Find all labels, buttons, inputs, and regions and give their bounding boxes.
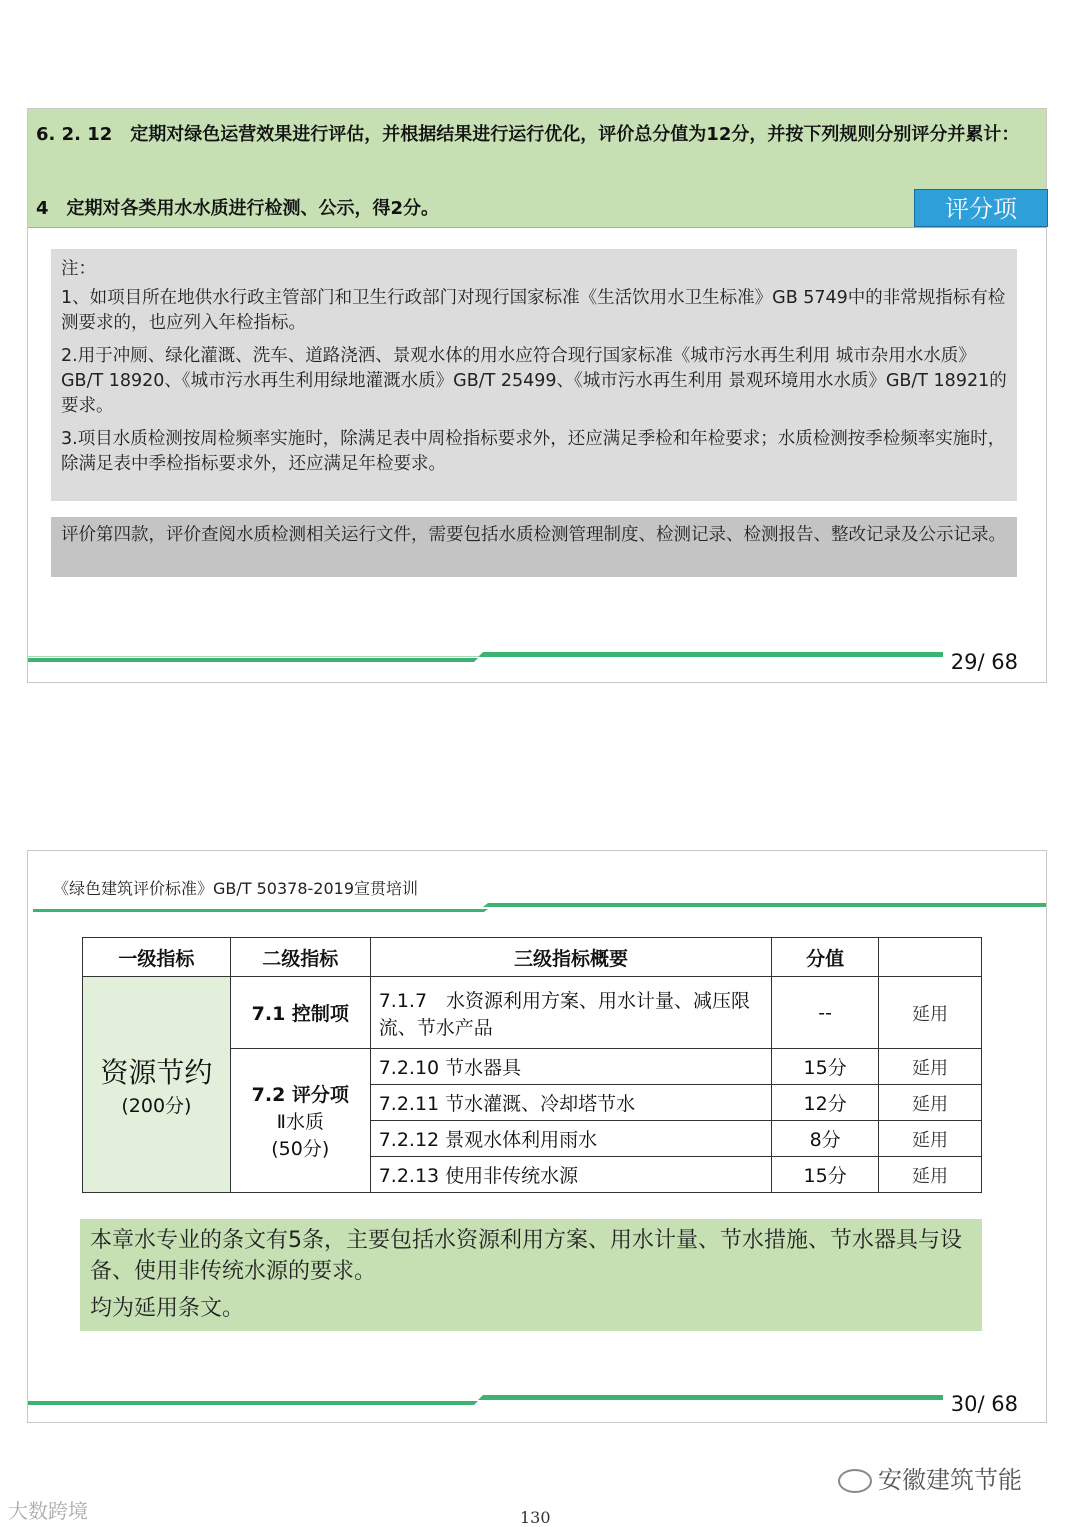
decorative-green-bars <box>28 1387 958 1407</box>
slide-30 <box>27 850 1047 1423</box>
summary-conclusion: 均为延用条文。 <box>90 1296 245 1321</box>
summary-box <box>80 1219 982 1331</box>
row-score: 15分 <box>772 1049 879 1085</box>
note-2: 2.用于冲厕、绿化灌溉、洗车、道路浇洒、景观水体的用水应符合现行国家标准《城市污水再生利用 城市杂用水水质》GB/T 18920、《城市污水再生利用绿地灌溉水质》GB/T 25499、《城市污水再生利用 景观环境用水水质》GB/T 18921的要求。 <box>61 346 1007 416</box>
control-label: 7.1 控制项 <box>251 1003 349 1025</box>
header-level1: 一级指标 <box>83 938 231 977</box>
clause-title: 6. 2. 12 定期对绿色运营效果进行评估，并根据结果进行运行优化，评价总分值为12分，并按下列规则分别评分并累计： <box>36 124 1020 145</box>
slide-29 <box>27 108 1047 683</box>
table-header-row <box>83 938 982 977</box>
clause-title-box <box>28 109 1046 228</box>
row-summary: 7.2.10 节水器具 <box>370 1049 771 1085</box>
clause-item-4: 4 定期对各类用水水质进行检测、公示，得2分。 <box>36 198 440 219</box>
document-page-number: 130 <box>520 1508 551 1527</box>
page-number: 29/ 68 <box>950 650 1018 674</box>
note-1: 1、如项目所在地供水行政主管部门和卫生行政部门对现行国家标准《生活饮用水卫生标准》GB 5749中的非常规指标有检测要求的，也应列入年检指标。 <box>61 288 1006 333</box>
wechat-icon <box>838 1469 872 1493</box>
note-3: 3.项目水质检测按周检频率实施时，除满足表中周检指标要求外，还应满足季检和年检要求；水质检测按季检频率实施时，除满足表中季检指标要求外，还应满足年检要求。 <box>61 429 1006 474</box>
wechat-account-name: 安徽建筑节能 <box>878 1466 1022 1494</box>
decorative-green-bars <box>28 644 958 664</box>
row-status: 延用 <box>879 1121 982 1157</box>
score-item-badge: 评分项 <box>914 189 1048 227</box>
row-status: 延用 <box>879 1049 982 1085</box>
wechat-watermark <box>838 1460 1022 1495</box>
row-summary: 7.2.11 节水灌溉、冷却塔节水 <box>370 1085 771 1121</box>
score-item-label: 7.2 评分项 <box>251 1084 349 1106</box>
header-score: 分值 <box>772 938 879 977</box>
row-summary: 7.2.13 使用非传统水源 <box>370 1157 771 1193</box>
header-green-bars <box>28 897 1046 913</box>
notes-box <box>51 249 1017 501</box>
level1-name: 资源节约 <box>100 1056 213 1089</box>
row-score: 15分 <box>772 1157 879 1193</box>
row-status: 延用 <box>879 977 982 1049</box>
evaluation-box: 评价第四款，评价查阅水质检测相关运行文件，需要包括水质检测管理制度、检测记录、检测报告、整改记录及公示记录。 <box>51 517 1017 577</box>
level1-score: (200分) <box>121 1095 192 1117</box>
row-score: 8分 <box>772 1121 879 1157</box>
control-cell <box>230 977 370 1049</box>
row-status: 延用 <box>879 1085 982 1121</box>
notes-heading: 注： <box>61 259 96 279</box>
score-item-sub: Ⅱ水质 <box>276 1111 324 1133</box>
score-item-cell <box>230 1049 370 1193</box>
row-status: 延用 <box>879 1157 982 1193</box>
score-item-points: (50分) <box>271 1138 330 1160</box>
training-title: 《绿色建筑评价标准》GB/T 50378-2019宣贯培训 <box>53 879 419 898</box>
header-level2: 二级指标 <box>230 938 370 977</box>
page-number: 30/ 68 <box>950 1392 1018 1416</box>
row-score: -- <box>772 977 879 1049</box>
table-row <box>83 977 982 1049</box>
indicator-table <box>82 937 982 1193</box>
header-blank <box>879 938 982 977</box>
row-summary: 7.2.12 景观水体利用雨水 <box>370 1121 771 1157</box>
row-summary: 7.1.7 水资源利用方案、用水计量、减压限流、节水产品 <box>370 977 771 1049</box>
source-watermark: 大数跨境 <box>8 1499 88 1523</box>
header-level3: 三级指标概要 <box>370 938 771 977</box>
row-score: 12分 <box>772 1085 879 1121</box>
summary-paragraph: 本章水专业的条文有5条，主要包括水资源利用方案、用水计量、节水措施、节水器具与设备、使用非传统水源的要求。 <box>90 1228 963 1284</box>
level1-cell <box>83 977 231 1193</box>
